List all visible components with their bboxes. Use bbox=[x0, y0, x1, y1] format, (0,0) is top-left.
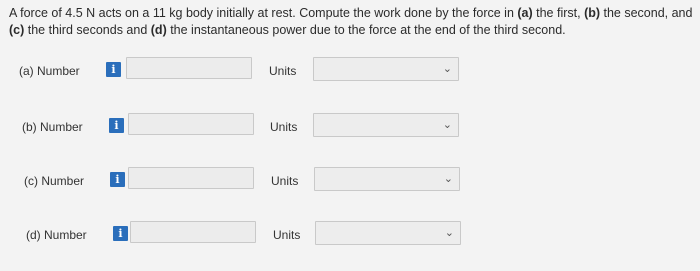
number-input-a[interactable] bbox=[126, 57, 252, 79]
chevron-down-icon: ⌄ bbox=[443, 172, 453, 185]
number-input-b[interactable] bbox=[128, 113, 254, 135]
info-icon[interactable]: i bbox=[109, 118, 124, 133]
q-seg-2: the first, bbox=[532, 6, 585, 20]
units-label-a: Units bbox=[269, 64, 297, 78]
units-select-a[interactable] bbox=[313, 57, 459, 81]
chevron-down-icon: ⌄ bbox=[442, 118, 452, 131]
q-seg-4: the second, and bbox=[600, 6, 693, 20]
units-label-d: Units bbox=[273, 228, 301, 242]
info-icon[interactable]: i bbox=[113, 226, 128, 241]
units-select-b[interactable] bbox=[313, 113, 459, 137]
q-seg-8: the instantaneous power due to the force at the end of the third second. bbox=[166, 23, 566, 37]
part-label-b: (b) Number bbox=[22, 120, 83, 134]
answer-row-b bbox=[0, 113, 700, 143]
units-select-d[interactable] bbox=[315, 221, 461, 245]
question-text bbox=[9, 5, 694, 39]
answer-row-c bbox=[0, 167, 700, 197]
info-icon[interactable]: i bbox=[110, 172, 125, 187]
units-label-b: Units bbox=[270, 120, 298, 134]
q-label-b: (b) bbox=[584, 6, 601, 20]
q-seg-0: A force of 4.5 N acts on a 11 kg body initially at rest. Compute the work done by the force in bbox=[9, 6, 518, 20]
units-label-c: Units bbox=[271, 174, 299, 188]
part-label-d: (d) Number bbox=[26, 228, 87, 242]
q-label-a: (a) bbox=[517, 6, 533, 20]
q-label-c: (c) bbox=[9, 23, 25, 37]
part-label-c: (c) Number bbox=[24, 174, 85, 188]
number-input-d[interactable] bbox=[130, 221, 256, 243]
number-input-c[interactable] bbox=[128, 167, 254, 189]
q-seg-6: the third seconds and bbox=[24, 23, 151, 37]
units-select-c[interactable] bbox=[314, 167, 460, 191]
answer-row-a bbox=[0, 57, 700, 87]
answer-row-d bbox=[0, 221, 700, 251]
chevron-down-icon: ⌄ bbox=[442, 62, 452, 75]
chevron-down-icon: ⌄ bbox=[444, 226, 454, 239]
part-label-a: (a) Number bbox=[19, 64, 80, 78]
q-label-d: (d) bbox=[150, 23, 167, 37]
info-icon[interactable]: i bbox=[106, 62, 121, 77]
